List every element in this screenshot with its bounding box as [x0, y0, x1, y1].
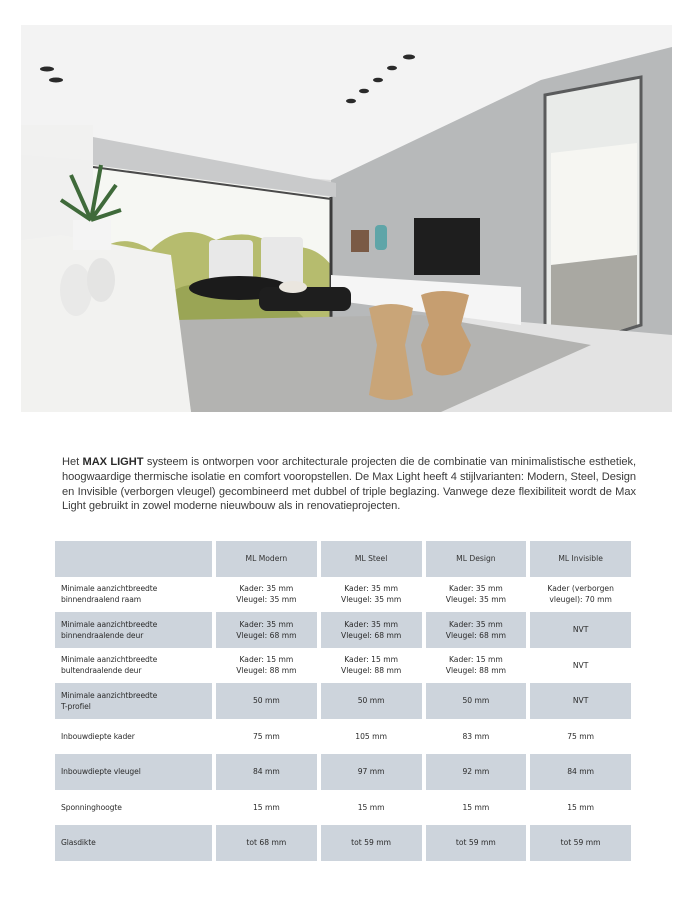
cell-line: 75 mm [252, 731, 280, 741]
table-cell [426, 612, 527, 648]
header-ml-invisible: ML Invisible [530, 541, 631, 577]
row-label [55, 754, 212, 790]
cell-line: 105 mm [355, 731, 387, 741]
intro-paragraph [62, 455, 636, 514]
cell-line: 75 mm [567, 731, 595, 741]
table-cell [216, 754, 317, 790]
cushion [87, 258, 115, 302]
stool [421, 291, 471, 376]
table-cell [426, 683, 527, 719]
door-sky [551, 143, 637, 265]
table-cell [216, 648, 317, 684]
table-cell [321, 683, 422, 719]
table-cell [216, 683, 317, 719]
table-row [55, 719, 631, 755]
tv [414, 218, 480, 275]
cell-line: 83 mm [462, 731, 490, 741]
cell-line: NVT [572, 696, 589, 706]
table-row [55, 683, 631, 719]
cell-line: Kader: 35 mm [239, 584, 294, 594]
cell-line: Vleugel: 88 mm [341, 666, 402, 676]
spec-table [51, 541, 635, 861]
cell-line: Vleugel: 88 mm [236, 666, 297, 676]
table-cell [426, 790, 527, 826]
cell-line: tot 59 mm [455, 838, 496, 848]
table-cell [530, 719, 631, 755]
table-cell [321, 648, 422, 684]
ceiling-light [403, 55, 415, 60]
ceiling-light [359, 89, 369, 94]
table-cell [216, 577, 317, 613]
table-cell [426, 754, 527, 790]
ceiling-light [40, 67, 54, 72]
row-label-line: Inbouwdiepte vleugel [61, 767, 141, 777]
table-cell [321, 612, 422, 648]
table-cell [530, 577, 631, 613]
header-ml-steel: ML Steel [321, 541, 422, 577]
cell-line: tot 59 mm [351, 838, 392, 848]
table-row [55, 790, 631, 826]
cell-line: Vleugel: 35 mm [236, 595, 297, 605]
header-ml-modern: ML Modern [216, 541, 317, 577]
table-cell [530, 648, 631, 684]
row-label-line: binnendraalend raam [61, 595, 142, 605]
table-cell [530, 825, 631, 861]
cell-line: Vleugel: 68 mm [236, 630, 297, 640]
cell-line: NVT [572, 625, 589, 635]
row-label [55, 683, 212, 719]
cell-line: Kader: 15 mm [344, 655, 399, 665]
cell-line: Kader: 15 mm [448, 655, 503, 665]
row-label-line: Minimale aanzichtbreedte [61, 690, 158, 700]
cell-line: Vleugel: 68 mm [341, 630, 402, 640]
cell-line: Vleugel: 88 mm [445, 666, 506, 676]
intro-prefix: Het [62, 456, 83, 468]
header-empty [55, 541, 212, 577]
cell-line: Kader: 35 mm [239, 619, 294, 629]
table-cell [426, 648, 527, 684]
cell-line: tot 59 mm [560, 838, 601, 848]
table-cell [530, 790, 631, 826]
bowl [279, 281, 307, 293]
table-cell [321, 790, 422, 826]
row-label [55, 577, 212, 613]
cell-line: NVT [572, 660, 589, 670]
cell-line: 50 mm [252, 696, 280, 706]
cell-line: 15 mm [462, 802, 490, 812]
cell-line: 15 mm [567, 802, 595, 812]
row-label [55, 790, 212, 826]
cell-line: Vleugel: 35 mm [445, 595, 506, 605]
table-row [55, 577, 631, 613]
table-row [55, 612, 631, 648]
row-label [55, 612, 212, 648]
books [351, 230, 369, 252]
vase [375, 225, 387, 250]
table-cell [530, 683, 631, 719]
row-label [55, 825, 212, 861]
cell-line: tot 68 mm [246, 838, 287, 848]
cell-line: Kader: 35 mm [448, 619, 503, 629]
table-cell [426, 825, 527, 861]
ceiling-light [387, 66, 397, 71]
table-cell [321, 754, 422, 790]
cell-line: 92 mm [462, 767, 490, 777]
ceiling-light [373, 78, 383, 83]
coffee-table [259, 287, 351, 311]
cell-line: Kader: 35 mm [344, 619, 399, 629]
cell-line: Kader: 35 mm [448, 584, 503, 594]
table-cell [216, 825, 317, 861]
table-cell [321, 825, 422, 861]
planter [73, 220, 111, 250]
table-cell [426, 719, 527, 755]
table-cell [321, 577, 422, 613]
header-ml-design: ML Design [426, 541, 527, 577]
cell-line: 97 mm [357, 767, 385, 777]
table-cell [321, 719, 422, 755]
row-label-line: binnendraalende deur [61, 630, 144, 640]
cell-line: Kader: 15 mm [239, 655, 294, 665]
row-label-line: T-profiel [61, 701, 91, 711]
table-row [55, 825, 631, 861]
cell-line: 50 mm [357, 696, 385, 706]
row-label-line: Minimale aanzichtbreedte [61, 584, 158, 594]
cushion [60, 264, 92, 316]
table-cell [426, 577, 527, 613]
table-cell [530, 612, 631, 648]
table-cell [216, 612, 317, 648]
table-row [55, 754, 631, 790]
intro-text: systeem is ontworpen voor architecturale projecten die de combinatie van minimalistische esthetiek, hoogwaardige thermische isolatie en comfort vooropstellen. De Max Light heeft 4 stijlvarianten: Modern, Steel, Design en Invisible (verborgen vleugel) gecombineerd met dubbel of triple beglazing. Vanwege deze flexibiliteit wordt de Max Light gebruikt in zowel moderne nieuwbouw als in renovatieprojecten. [62, 456, 637, 513]
row-label-line: bultendraalende deur [61, 666, 142, 676]
cell-line: vleugel): 70 mm [549, 595, 612, 605]
row-label [55, 648, 212, 684]
ceiling-light [346, 99, 356, 104]
ceiling-light [49, 78, 63, 83]
cell-line: 84 mm [252, 767, 280, 777]
cell-line: 15 mm [357, 802, 385, 812]
row-label-line: Inbouwdiepte kader [61, 731, 135, 741]
cell-line: 15 mm [252, 802, 280, 812]
table-cell [216, 790, 317, 826]
cell-line: 84 mm [567, 767, 595, 777]
cell-line: 50 mm [462, 696, 490, 706]
table-cell [216, 719, 317, 755]
cell-line: Kader: 35 mm [344, 584, 399, 594]
cell-line: Vleugel: 68 mm [445, 630, 506, 640]
table-cell [530, 754, 631, 790]
cell-line: Vleugel: 35 mm [341, 595, 402, 605]
cell-line: Kader (verborgen [547, 584, 614, 594]
row-label-line: Minimale aanzichtbreedte [61, 619, 158, 629]
table-row [55, 648, 631, 684]
living-room-illustration [21, 25, 672, 412]
row-label-line: Sponninghoogte [61, 802, 122, 812]
table-header-row [55, 541, 631, 577]
brand-name: MAX LIGHT [82, 456, 144, 468]
row-label-line: Minimale aanzichtbreedte [61, 655, 158, 665]
row-label-line: Glasdikte [61, 838, 96, 848]
row-label [55, 719, 212, 755]
interior-photo [21, 25, 672, 412]
